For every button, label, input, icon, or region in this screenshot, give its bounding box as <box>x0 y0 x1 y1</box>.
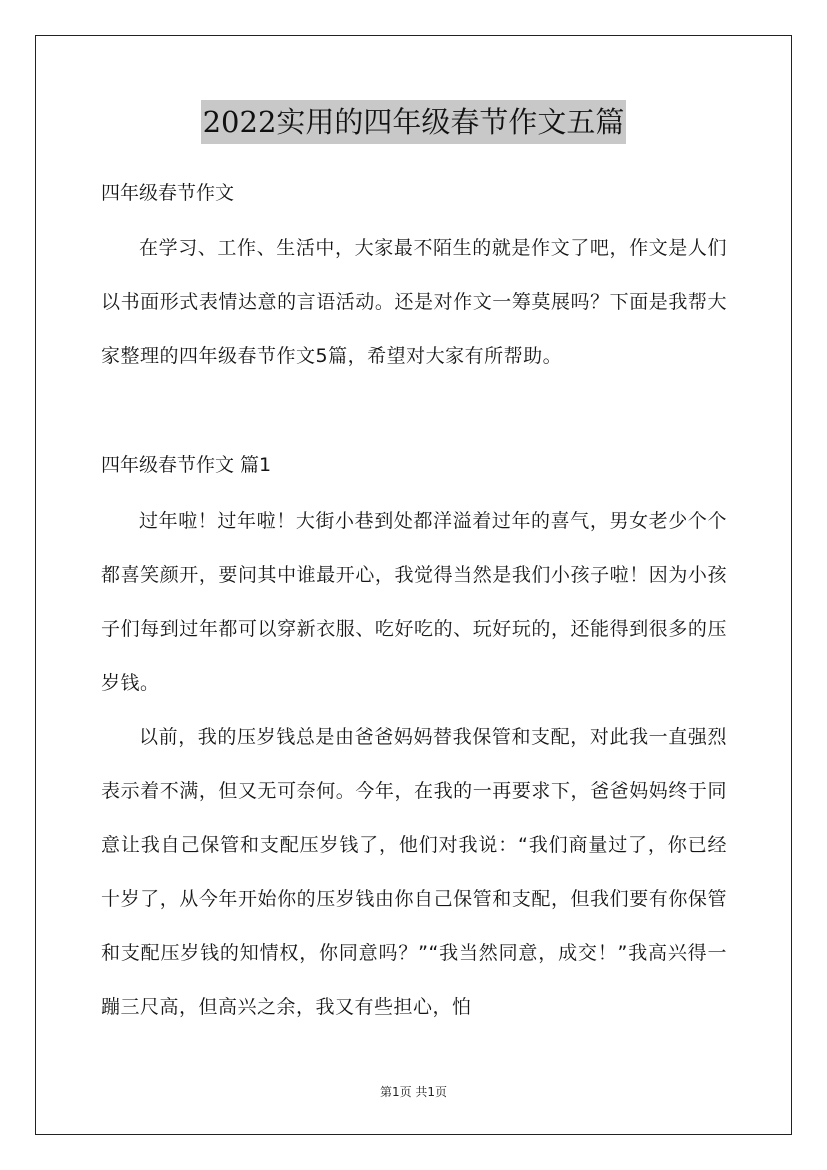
body-paragraph-1: 过年啦！过年啦！大街小巷到处都洋溢着过年的喜气，男女老少个个都喜笑颜开，要问其中谁最开心，我觉得当然是我们小孩子啦！因为小孩子们每到过年都可以穿新衣服、吃好吃的、玩好玩的，还能得到很多的压岁钱。 <box>101 510 727 694</box>
section-heading: 四年级春节作文 篇1 <box>101 454 272 476</box>
intro-paragraph: 在学习、工作、生活中，大家最不陌生的就是作文了吧，作文是人们以书面形式表情达意的言语活动。还是对作文一筹莫展吗？下面是我帮大家整理的四年级春节作文5篇，希望对大家有所帮助。 <box>101 237 727 367</box>
intro-heading: 四年级春节作文 <box>101 182 235 204</box>
page-footer: 第1页 共1页 <box>379 1085 448 1099</box>
section-body <box>101 494 727 1034</box>
title-container <box>0 100 827 144</box>
intro-paragraph-block <box>101 221 727 383</box>
document-title: 2022实用的四年级春节作文五篇 <box>201 100 627 144</box>
body-paragraph-2: 以前，我的压岁钱总是由爸爸妈妈替我保管和支配，对此我一直强烈表示着不满，但又无可奈何。今年，在我的一再要求下，爸爸妈妈终于同意让我自己保管和支配压岁钱了，他们对我说：“我们商量过了，你已经十岁了，从今年开始你的压岁钱由你自己保管和支配，但我们要有你保管和支配压岁钱的知情权，你同意吗？”“我当然同意，成交！”我高兴得一蹦三尺高，但高兴之余，我又有些担心，怕 <box>101 726 727 1018</box>
